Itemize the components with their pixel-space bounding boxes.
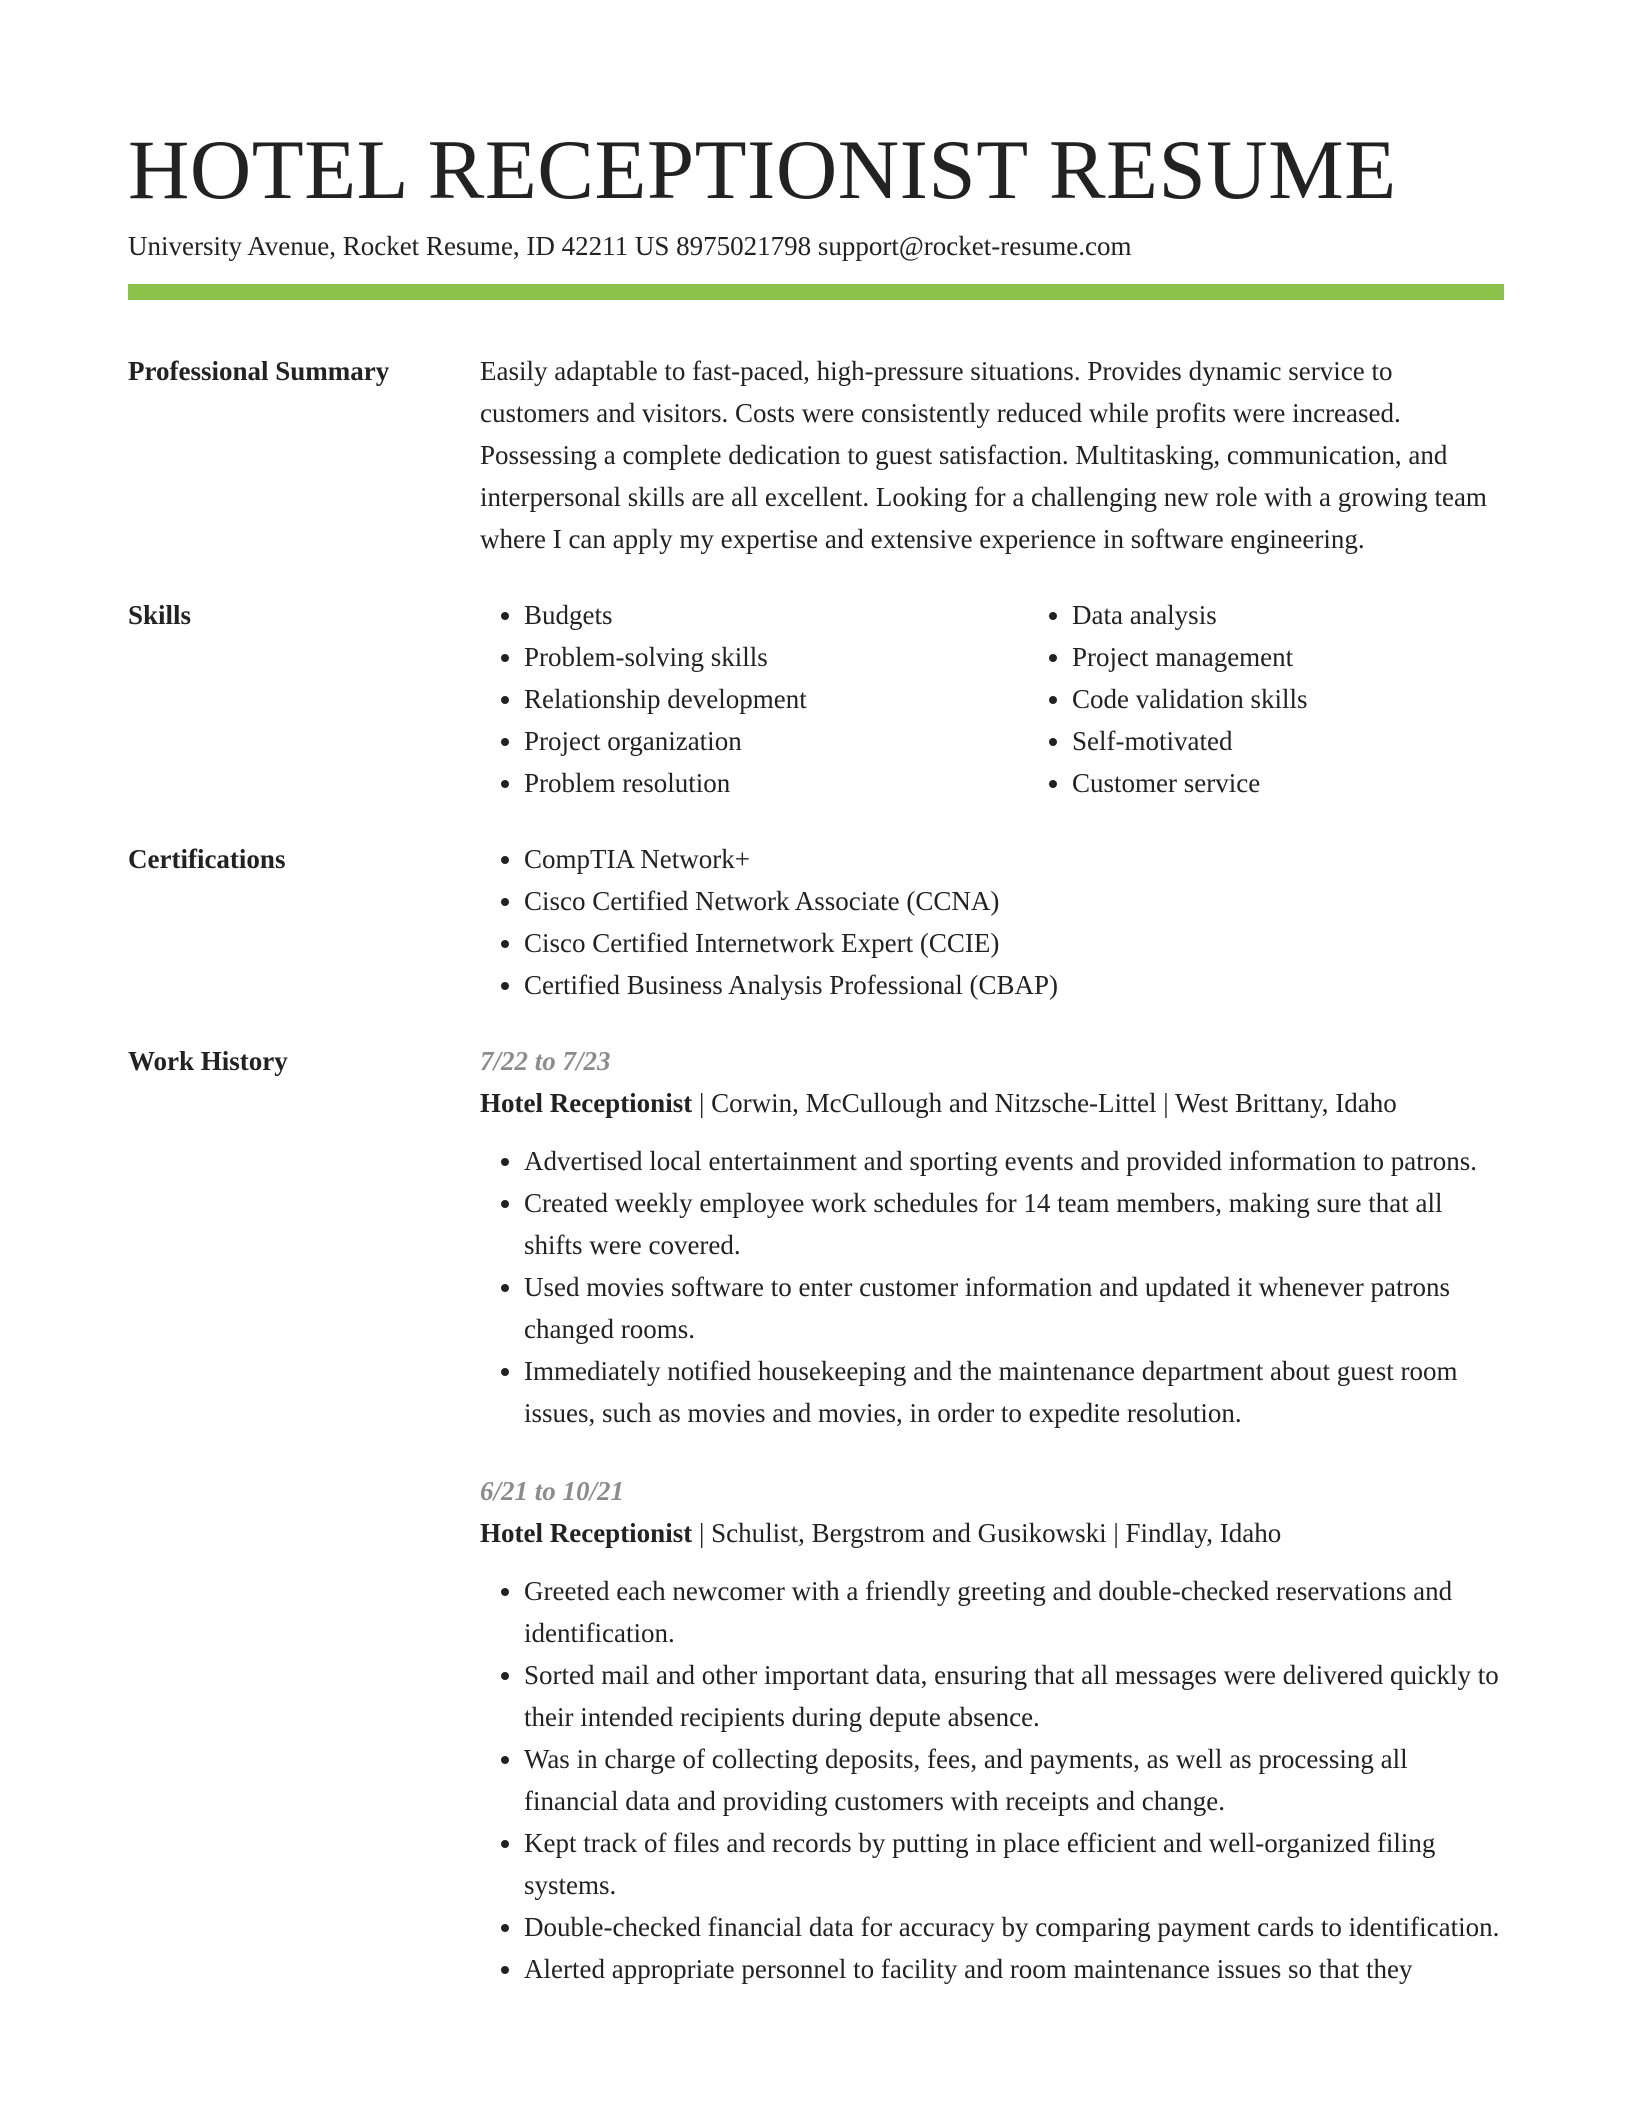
certification-item: • CompTIA Network+	[524, 838, 1504, 880]
job-bullets	[480, 1140, 1504, 1434]
job-bullet: • Used movies software to enter customer information and updated it whenever patrons changed rooms.	[524, 1266, 1504, 1350]
section-label-skills: Skills	[128, 600, 192, 630]
job-bullet: • Double-checked financial data for accuracy by comparing payment cards to identification.	[524, 1906, 1504, 1948]
section-label-work-history: Work History	[128, 1046, 288, 1076]
accent-divider	[128, 284, 1504, 300]
contact-info: University Avenue, Rocket Resume, ID 42211 US 8975021798 support@rocket-resume.com	[128, 231, 1132, 261]
section-label-summary: Professional Summary	[128, 356, 390, 386]
section-label-certifications: Certifications	[128, 844, 286, 874]
job-bullet: • Sorted mail and other important data, ensuring that all messages were delivered quickly to their intended recipients during depute absence.	[524, 1654, 1504, 1738]
summary-text: Easily adaptable to fast-paced, high-pressure situations. Provides dynamic service to customers and visitors. Costs were consistently reduced while profits were increased. Possessing a complete dedication to guest satisfaction. Multitasking, communication, and interpersonal skills are all excellent. Looking for a challenging new role with a growing team where I can apply my expertise and extensive experience in software engineering.	[480, 356, 1487, 554]
skills-list-left	[480, 594, 1028, 804]
job-bullet: • Was in charge of collecting deposits, fees, and payments, as well as processing all financial data and providing customers with receipts and change.	[524, 1738, 1504, 1822]
job-bullet: • Kept track of files and records by putting in place efficient and well-organized filing systems.	[524, 1822, 1504, 1906]
skill-item: • Code validation skills	[1072, 678, 1576, 720]
job-entry	[480, 1040, 1504, 1434]
skill-item: • Budgets	[524, 594, 1028, 636]
skill-item: • Problem resolution	[524, 762, 1028, 804]
certification-item: • Cisco Certified Internetwork Expert (CCIE)	[524, 922, 1504, 964]
resume-title: HOTEL RECEPTIONIST RESUME	[128, 123, 1397, 217]
job-bullet: • Greeted each newcomer with a friendly greeting and double-checked reservations and identification.	[524, 1570, 1504, 1654]
job-details: | Schulist, Bergstrom and Gusikowski | Findlay, Idaho	[692, 1518, 1282, 1548]
job-heading	[480, 1512, 1504, 1554]
job-dates: 7/22 to 7/23	[480, 1046, 611, 1076]
job-entry	[480, 1470, 1504, 1990]
job-bullets	[480, 1570, 1504, 1990]
job-bullet: • Created weekly employee work schedules for 14 team members, making sure that all shifts were covered.	[524, 1182, 1504, 1266]
certification-item: • Cisco Certified Network Associate (CCNA)	[524, 880, 1504, 922]
skill-item: • Self-motivated	[1072, 720, 1576, 762]
skill-item: • Data analysis	[1072, 594, 1576, 636]
skill-item: • Project organization	[524, 720, 1028, 762]
skill-item: • Project management	[1072, 636, 1576, 678]
work-history-section	[128, 1040, 1504, 2026]
job-dates: 6/21 to 10/21	[480, 1476, 625, 1506]
certifications-section	[128, 838, 1504, 1006]
certifications-list	[480, 838, 1504, 1006]
job-title: Hotel Receptionist	[480, 1518, 693, 1548]
resume-page	[128, 120, 1504, 2060]
skills-list-right	[1028, 594, 1576, 804]
certification-item: • Certified Business Analysis Professional (CBAP)	[524, 964, 1504, 1006]
job-details: | Corwin, McCullough and Nitzsche-Littel | West Brittany, Idaho	[692, 1088, 1397, 1118]
job-heading	[480, 1082, 1504, 1124]
job-bullet: • Immediately notified housekeeping and the maintenance department about guest room issues, such as movies and movies, in order to expedite resolution.	[524, 1350, 1504, 1434]
skill-item: • Relationship development	[524, 678, 1028, 720]
job-bullet: • Alerted appropriate personnel to facility and room maintenance issues so that they	[524, 1948, 1504, 1990]
job-title: Hotel Receptionist	[480, 1088, 693, 1118]
job-bullet: • Advertised local entertainment and sporting events and provided information to patrons.	[524, 1140, 1504, 1182]
skill-item: • Problem-solving skills	[524, 636, 1028, 678]
skills-section	[128, 594, 1504, 804]
professional-summary-section	[128, 350, 1504, 560]
skill-item: • Customer service	[1072, 762, 1576, 804]
